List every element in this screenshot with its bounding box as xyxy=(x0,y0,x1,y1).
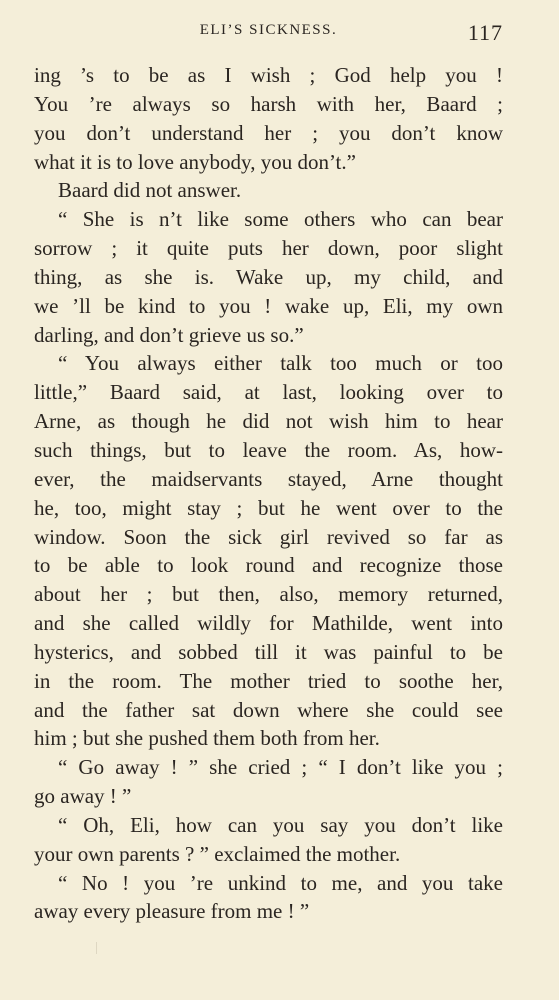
text-line: little,” Baard said, at last, looking over to xyxy=(34,380,503,405)
text-line: him ; but she pushed them both from her. xyxy=(34,726,380,751)
text-line: Arne, as though he did not wish him to hear xyxy=(34,409,503,434)
text-line: about her ; but then, also, memory returned, xyxy=(34,582,503,607)
text-line: we ’ll be kind to you ! wake up, Eli, my own xyxy=(34,293,503,318)
text-line: go away ! ” xyxy=(34,784,132,809)
body-text xyxy=(34,61,503,926)
text-line: “ She is n’t like some others who can bear xyxy=(58,207,503,232)
running-title: ELI’S SICKNESS. xyxy=(199,22,338,38)
paper-mark xyxy=(96,942,97,954)
text-line: and the father sat down where she could see xyxy=(34,697,503,722)
running-head xyxy=(34,22,503,44)
text-line: hysterics, and sobbed till it was painful to be xyxy=(34,639,503,664)
text-line: Baard did not answer. xyxy=(58,178,242,203)
text-line: such things, but to leave the room. As, how- xyxy=(34,437,503,462)
text-line: “ You always either talk too much or too xyxy=(58,351,503,376)
text-line: away every pleasure from me ! ” xyxy=(34,899,310,924)
text-line: ing ’s to be as I wish ; God help you ! xyxy=(34,63,503,87)
page-number: 117 xyxy=(467,20,503,45)
text-line: your own parents ? ” exclaimed the mother. xyxy=(34,841,401,866)
text-line: what it is to love anybody, you don’t.” xyxy=(34,149,356,174)
text-line: and she called wildly for Mathilde, went into xyxy=(34,611,503,636)
text-line: thing, as she is. Wake up, my child, and xyxy=(34,264,503,289)
text-line: in the room. The mother tried to soothe her, xyxy=(34,668,503,693)
text-line: to be able to look round and recognize those xyxy=(34,553,503,578)
text-line: window. Soon the sick girl revived so far as xyxy=(34,524,503,549)
text-line: “ Go away ! ” she cried ; “ I don’t like you ; xyxy=(58,755,503,780)
text-line: You ’re always so harsh with her, Baard ; xyxy=(34,91,503,116)
text-line: “ Oh, Eli, how can you say you don’t like xyxy=(58,812,503,837)
text-line: you don’t understand her ; you don’t know xyxy=(34,120,503,145)
text-line: sorrow ; it quite puts her down, poor slight xyxy=(34,236,503,261)
text-line: “ No ! you ’re unkind to me, and you take xyxy=(58,870,503,895)
text-line: ever, the maidservants stayed, Arne thought xyxy=(34,466,503,491)
text-line: darling, and don’t grieve us so.” xyxy=(34,322,304,347)
text-line: he, too, might stay ; but he went over to the xyxy=(34,495,503,520)
